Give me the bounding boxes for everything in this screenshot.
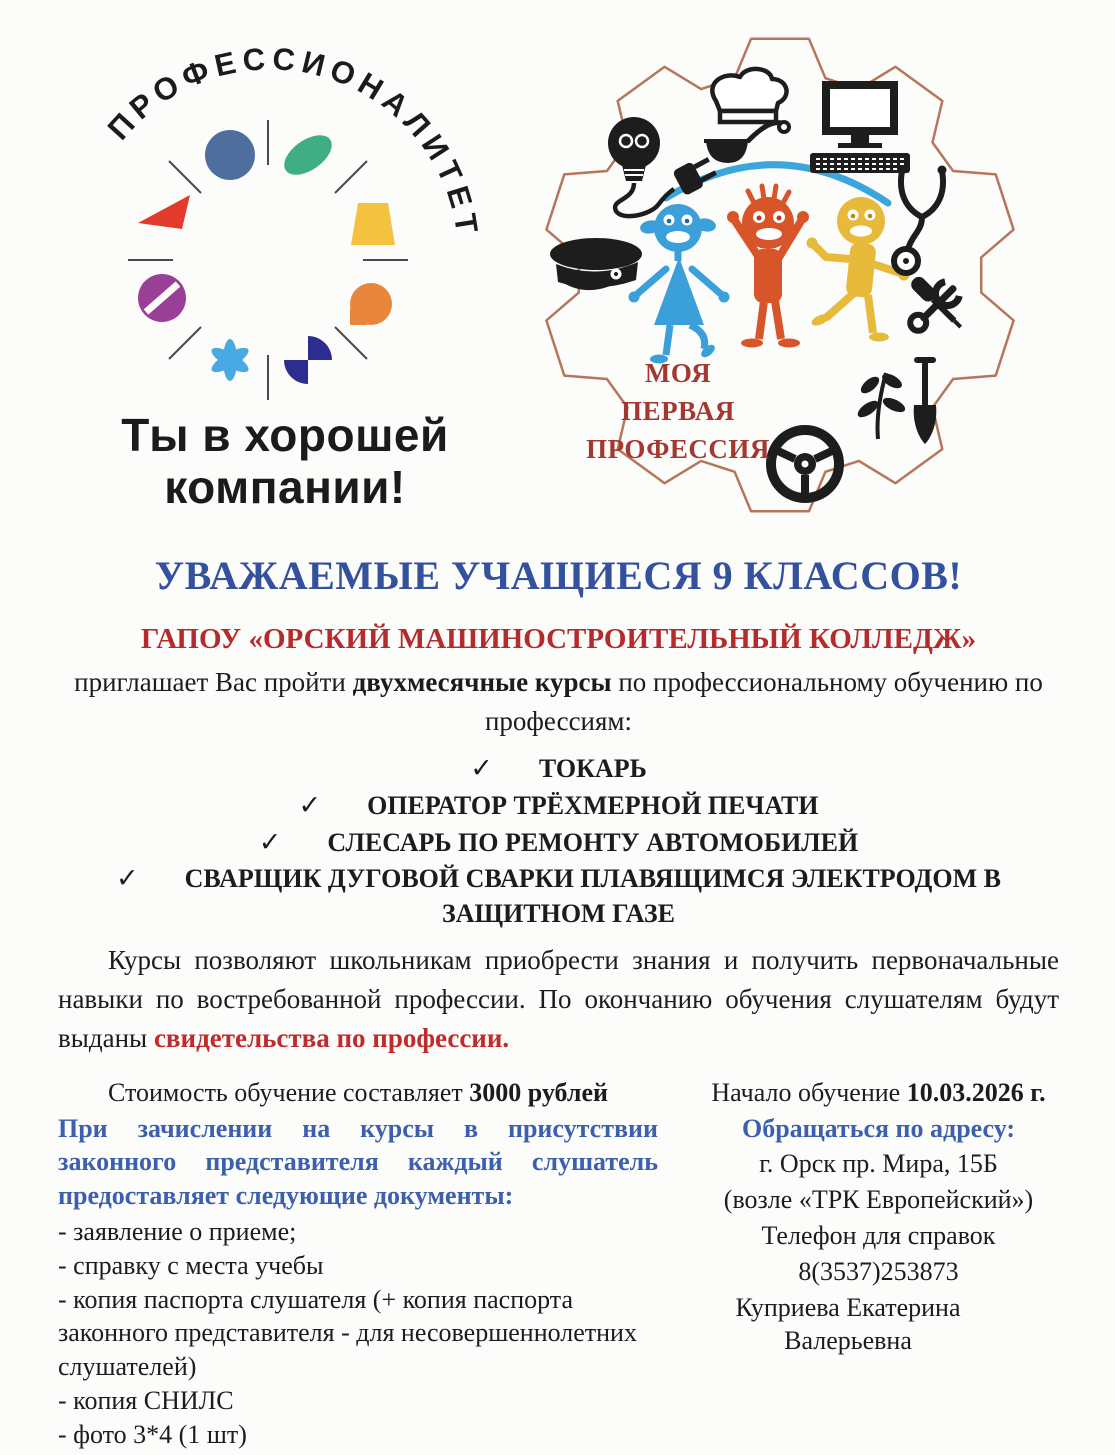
intro-prefix: приглашает Вас пройти: [74, 667, 353, 697]
light-blue-flower-icon: [208, 339, 251, 381]
check-icon: ✓: [298, 789, 322, 820]
green-leaf-icon: [277, 127, 338, 183]
document-item: - копия паспорта слушателя (+ копия паспорта законного представителя - для несовершеннолетних слушателей): [58, 1284, 637, 1382]
profession-label: СВАРЩИК ДУГОВОЙ СВАРКИ ПЛАВЯЩИМСЯ ЭЛЕКТРОДОМ В ЗАЩИТНОМ ГАЗЕ: [184, 864, 1001, 928]
profession-item: [58, 788, 1059, 824]
illustration-caption: [538, 355, 818, 468]
lightbulb-plug-icon: [608, 117, 719, 216]
navy-pinwheel-icon: [284, 336, 332, 384]
intro-bold: двухмесячные курсы: [352, 667, 612, 697]
caption-line-1: МОЯ: [644, 358, 712, 388]
document-item: - копия СНИЛС: [58, 1385, 234, 1415]
yellow-bucket-icon: [351, 203, 395, 245]
start-date: 10.03.2026 г.: [906, 1077, 1046, 1107]
chef-hat-ladle-icon: [704, 69, 789, 163]
orange-drop-icon: [350, 283, 392, 325]
logo-professionalitet: [70, 42, 500, 532]
document-item: - фото 3*4 (1 шт): [58, 1419, 247, 1449]
phone-number: 8(3537)253873: [798, 1256, 959, 1286]
logo-arc-text-holder: [101, 42, 486, 241]
contact-heading: Обращаться по адресу:: [741, 1113, 1016, 1143]
document-item: - справку с места учебы: [58, 1250, 324, 1280]
address-line-2: (возле «ТРК Европейский»): [723, 1185, 1034, 1215]
document-body: [58, 552, 1059, 1451]
check-icon: ✓: [470, 753, 493, 784]
blue-blob-icon: [205, 130, 255, 180]
stethoscope-icon: [894, 166, 947, 274]
cost-amount: 3000 рублей: [469, 1077, 608, 1107]
wrench-screwdriver-icon: [904, 274, 966, 337]
certificate-highlight: свидетельства по профессии.: [153, 1022, 510, 1053]
start-prefix: Начало обучение: [711, 1077, 907, 1107]
profession-item: [58, 861, 1059, 931]
profession-item: [58, 751, 1059, 787]
police-cap-icon: [550, 238, 642, 290]
address-line-1: г. Орск пр. Мира, 15Б: [759, 1149, 998, 1179]
cost-prefix: Стоимость обучение составляет: [108, 1077, 470, 1107]
check-icon: ✓: [116, 863, 139, 894]
profession-label: СЛЕСАРЬ ПО РЕМОНТУ АВТОМОБИЛЕЙ: [327, 827, 859, 857]
right-column: [698, 1076, 1059, 1452]
profession-label: ТОКАРЬ: [538, 754, 647, 784]
phone-label: Телефон для справок: [761, 1220, 996, 1250]
headline: УВАЖАЕМЫЕ УЧАЩИЕСЯ 9 КЛАССОВ!: [154, 553, 963, 598]
purple-bean-icon: [138, 274, 186, 322]
columns: [58, 1076, 1059, 1452]
child-boy: [727, 186, 809, 348]
wheel-ticks: [128, 120, 408, 400]
plant-shovel-icon: [855, 357, 936, 444]
contact-person: Куприева Екатерина Валерьевна: [735, 1292, 961, 1356]
intro-text: [58, 663, 1059, 741]
description-main: Курсы позволяют школьникам приобрести знания и получить первоначальные навыки по востребованной профессии. По окончанию обучения слушателям будут выданы: [58, 945, 1059, 1053]
documents-intro: При зачислении на курсы в присутствии законного представителя каждый слушатель предоставляет следующие документы:: [58, 1113, 658, 1211]
profession-label: ОПЕРАТОР ТРЁХМЕРНОЙ ПЕЧАТИ: [367, 790, 819, 820]
professions-list: [58, 751, 1059, 931]
document-item: - заявление о приеме;: [58, 1216, 297, 1246]
logo-tagline: Ты в хорошей компании!: [121, 409, 449, 513]
logo-arc-text: ПРОФЕССИОНАЛИТЕТ: [100, 42, 486, 242]
child-girl: [629, 204, 730, 364]
computer-icon: [810, 81, 910, 173]
cost-line: [58, 1076, 658, 1110]
check-icon: ✓: [258, 826, 282, 857]
gear-illustration: [538, 33, 1020, 529]
caption-line-2: ПЕРВАЯ ПРОФЕССИЯ: [586, 395, 770, 464]
intro-suffix: по профессиональному обучению по профессиям:: [484, 667, 1043, 737]
start-date-line: [698, 1076, 1059, 1110]
left-column: [58, 1076, 658, 1452]
profession-item: [58, 825, 1059, 861]
college-name: ГАПОУ «ОРСКИЙ МАШИНОСТРОИТЕЛЬНЫЙ КОЛЛЕДЖ»: [140, 623, 977, 655]
description-paragraph: [58, 941, 1059, 1058]
red-triangle-icon: [138, 195, 190, 229]
